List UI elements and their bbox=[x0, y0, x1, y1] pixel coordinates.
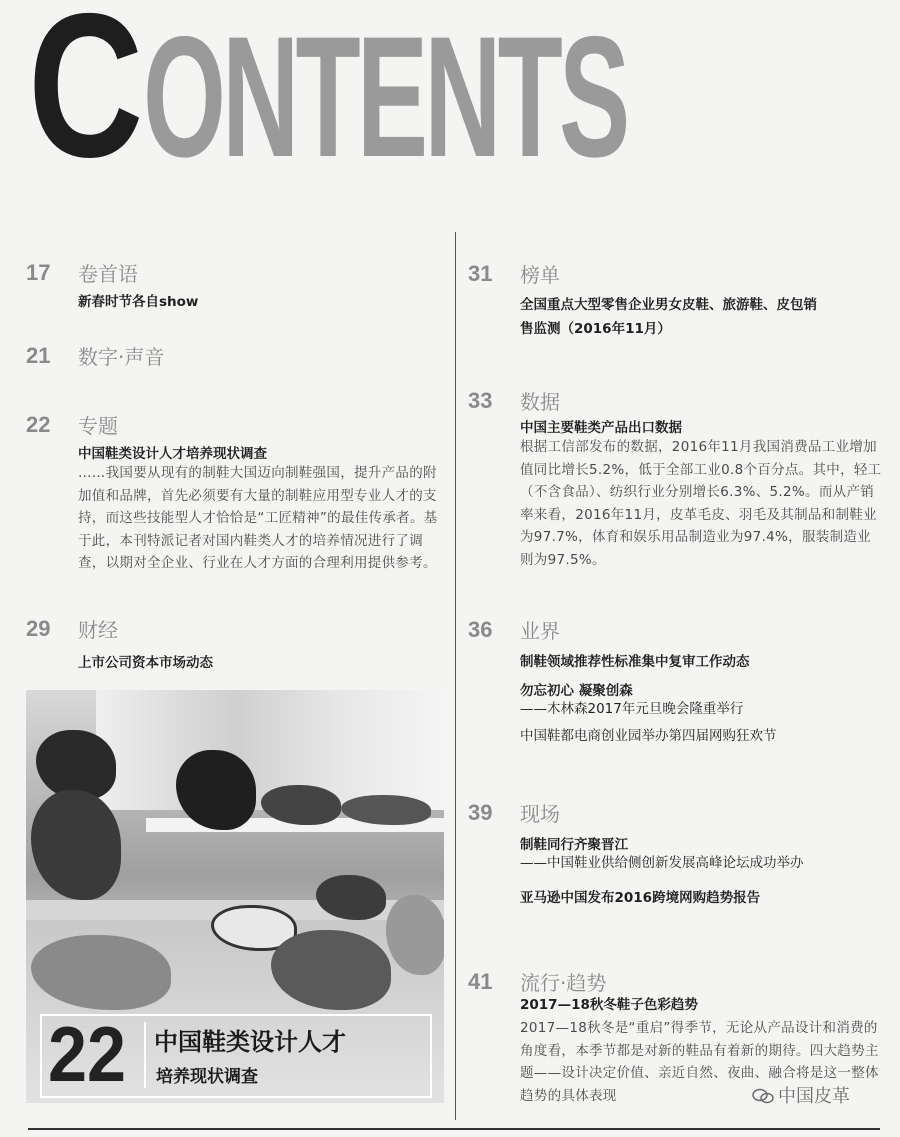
section-title: 专题 bbox=[78, 414, 118, 438]
article-summary: 根据工信部发布的数据，2016年11月我国消费品工业增加值同比增长5.2%，低于全部工业0.8个百分点。其中，轻工（不含食品）、纺织行业分别增长6.3%、5.2%。而从产销率来看，2016年11月，皮革毛皮、羽毛及其制品和制鞋业为97.7%，体育和娱乐用品制造业为97.4%，服装制造业则为97.5%。 bbox=[520, 439, 882, 568]
article-subtitle: ——木林森2017年元旦晚会隆重举行 bbox=[520, 701, 744, 717]
article-summary: 2017—18秋冬是“重启”得季节，无论从产品设计和消费的角度看，本季节都是对新的鞋品有着新的期待。四大趋势主题——设计决定价值、亲近自然、夜曲、融合将是这一整体趋势的具体表现 bbox=[520, 1020, 879, 1104]
article-title[interactable]: 制鞋同行齐聚晋江 bbox=[520, 837, 628, 853]
section-title: 现场 bbox=[520, 802, 560, 826]
page-number: 22 bbox=[26, 412, 51, 437]
page-number: 41 bbox=[468, 969, 493, 994]
section-title: 业界 bbox=[520, 619, 560, 643]
article-title: 新春时节各自show bbox=[78, 294, 199, 310]
article-title: 全国重点大型零售企业男女皮鞋、旅游鞋、皮包销 bbox=[520, 297, 817, 313]
article-title: 中国鞋类设计人才培养现状调查 bbox=[78, 446, 267, 462]
page-number: 17 bbox=[26, 260, 51, 285]
article-title-cont: 售监测（2016年11月） bbox=[520, 321, 671, 337]
page-number: 31 bbox=[468, 261, 493, 286]
page-number: 36 bbox=[468, 617, 493, 642]
article-title: 中国主要鞋类产品出口数据 bbox=[520, 420, 682, 436]
feature-photo[interactable] bbox=[26, 690, 444, 1103]
contents-masthead bbox=[28, 0, 900, 200]
feature-title: 中国鞋类设计人才 bbox=[154, 1028, 346, 1056]
page-number: 33 bbox=[468, 388, 493, 413]
page-number: 29 bbox=[26, 616, 51, 641]
article-title: 2017—18秋冬鞋子色彩趋势 bbox=[520, 997, 698, 1013]
feature-page-number: 22 bbox=[48, 1010, 127, 1098]
masthead-first-letter: C bbox=[28, 0, 138, 200]
article-title[interactable]: 勿忘初心 凝聚创森 bbox=[520, 683, 633, 699]
article-title[interactable]: 亚马逊中国发布2016跨境网购趋势报告 bbox=[520, 890, 761, 906]
section-title: 数字·声音 bbox=[78, 345, 165, 369]
section-title: 榜单 bbox=[520, 263, 560, 287]
watermark-text: 中国皮革 bbox=[778, 1086, 850, 1107]
masthead-rest: ONTENTS bbox=[143, 1, 627, 193]
page-number: 39 bbox=[468, 800, 493, 825]
section-title: 数据 bbox=[520, 390, 560, 414]
account-watermark bbox=[752, 1082, 850, 1108]
column-divider bbox=[455, 232, 456, 1120]
section-title: 财经 bbox=[78, 618, 118, 642]
wechat-icon bbox=[752, 1088, 774, 1104]
article-summary: ……我国要从现有的制鞋大国迈向制鞋强国，提升产品的附加值和品牌，首先必须要有大量的制鞋应用型专业人才的支持，而这些技能型人才恰恰是“工匠精神”的最佳传承者。基于此，本刊特派记者对国内鞋类人才的培养情况进行了调查，以期对全企业、行业在人才方面的合理利用提供参考。 bbox=[78, 465, 438, 571]
article-title: 上市公司资本市场动态 bbox=[78, 655, 213, 671]
section-title: 流行·趋势 bbox=[520, 971, 607, 995]
shoe-image bbox=[31, 790, 121, 900]
caption-separator bbox=[144, 1022, 146, 1088]
article-title[interactable]: 制鞋领域推荐性标准集中复审工作动态 bbox=[520, 654, 750, 670]
article-subtitle: ——中国鞋业供给侧创新发展高峰论坛成功举办 bbox=[520, 855, 804, 871]
bottom-rule bbox=[28, 1128, 880, 1130]
feature-subtitle: 培养现状调查 bbox=[156, 1067, 258, 1087]
section-title: 卷首语 bbox=[78, 262, 138, 286]
page-number: 21 bbox=[26, 343, 51, 368]
article-title[interactable]: 中国鞋都电商创业园举办第四届网购狂欢节 bbox=[520, 728, 777, 744]
feature-caption bbox=[26, 1008, 444, 1103]
